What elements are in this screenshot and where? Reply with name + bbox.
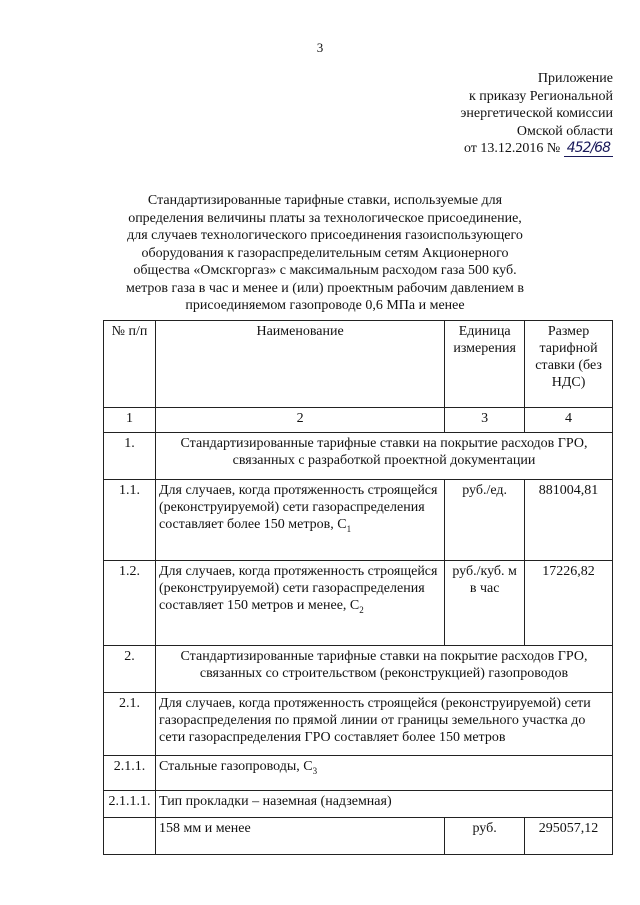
table-header-row [104,321,613,408]
table-row [104,756,613,791]
column-number-3: 3 [445,408,525,433]
row-name-text: Для случаев, когда протяженность строящейся (реконструируемой) сети газораспределения составляет более 150 метров, С [158,483,438,532]
row-name: Для случаев, когда протяженность строящейся (реконструируемой) сети газораспределения по прямой линии от границы земельного участка до сети газораспределения ГРО составляет более 150 метров [155,693,612,756]
document-title: Стандартизированные тарифные ставки, используемые для определения величины платы за технологическое присоединение, для случаев технологического присоединения газоиспользующего оборудования к газораспределительным сетям Акционерного общества «Омскгоргаз» с максимальным расходом газа 500 куб. метров газа в час и менее и (или) проектным рабочим давлением в присоединяемом газопроводе 0,6 МПа и менее [126,193,524,313]
table-row [104,818,613,855]
appendix-block [460,70,613,158]
table-row [104,561,613,646]
appendix-line4: Омской области [516,123,613,139]
number-sign: № [546,141,561,156]
row-number: 1.2. [104,561,156,646]
appendix-line3: энергетической комиссии [460,106,613,121]
header-number: № п/п [104,321,156,408]
row-name: 158 мм и менее [155,818,444,855]
table-row [104,433,613,480]
row-number: 1.1. [104,480,156,561]
row-name [155,756,612,791]
row-name [155,561,444,646]
row-name-text: Стальные газопроводы, С [158,759,313,774]
row-name: Тип прокладки – наземная (надземная) [155,791,612,818]
column-number-4: 4 [525,408,613,433]
header-unit: Единица измерения [445,321,525,408]
appendix-date-line [460,140,613,158]
section-title: Стандартизированные тарифные ставки на покрытие расходов ГРО, связанных с разработкой проектной документации [155,433,612,480]
row-unit: руб./ед. [445,480,525,561]
handwritten-order-number: 452/68 [564,140,613,157]
row-name-subscript: 2 [359,604,364,615]
row-number: 2.1. [104,693,156,756]
row-value: 881004,81 [525,480,613,561]
row-number [104,818,156,855]
row-name-text: Для случаев, когда протяженность строящейся (реконструируемой) сети газораспределения составляет 150 метров и менее, С [158,564,438,613]
row-name [155,480,444,561]
row-unit: руб. [445,818,525,855]
tariff-table [103,320,613,855]
row-number: 1. [104,433,156,480]
row-number: 2. [104,646,156,693]
appendix-date: от 13.12.2016 [463,141,544,156]
row-unit: руб./куб. м в час [445,561,525,646]
table-row [104,791,613,818]
column-number-1: 1 [104,408,156,433]
column-number-2: 2 [155,408,444,433]
page-number: 3 [316,40,324,55]
row-name-subscript: 1 [346,523,352,534]
section-title: Стандартизированные тарифные ставки на покрытие расходов ГРО, связанных со строительством (реконструкцией) газопроводов [155,646,612,693]
row-number: 2.1.1.1. [104,791,156,818]
row-value: 295057,12 [525,818,613,855]
appendix-line2: к приказу Региональной [468,88,613,104]
row-name-subscript: 3 [312,765,318,776]
table-row [104,646,613,693]
column-number-row [104,408,613,433]
table-row [104,693,613,756]
row-value: 17226,82 [525,561,613,646]
table-row [104,480,613,561]
header-rate: Размер тарифной ставки (без НДС) [525,321,613,408]
appendix-line1: Приложение [537,71,613,86]
header-name: Наименование [155,321,444,408]
row-number: 2.1.1. [104,756,156,791]
